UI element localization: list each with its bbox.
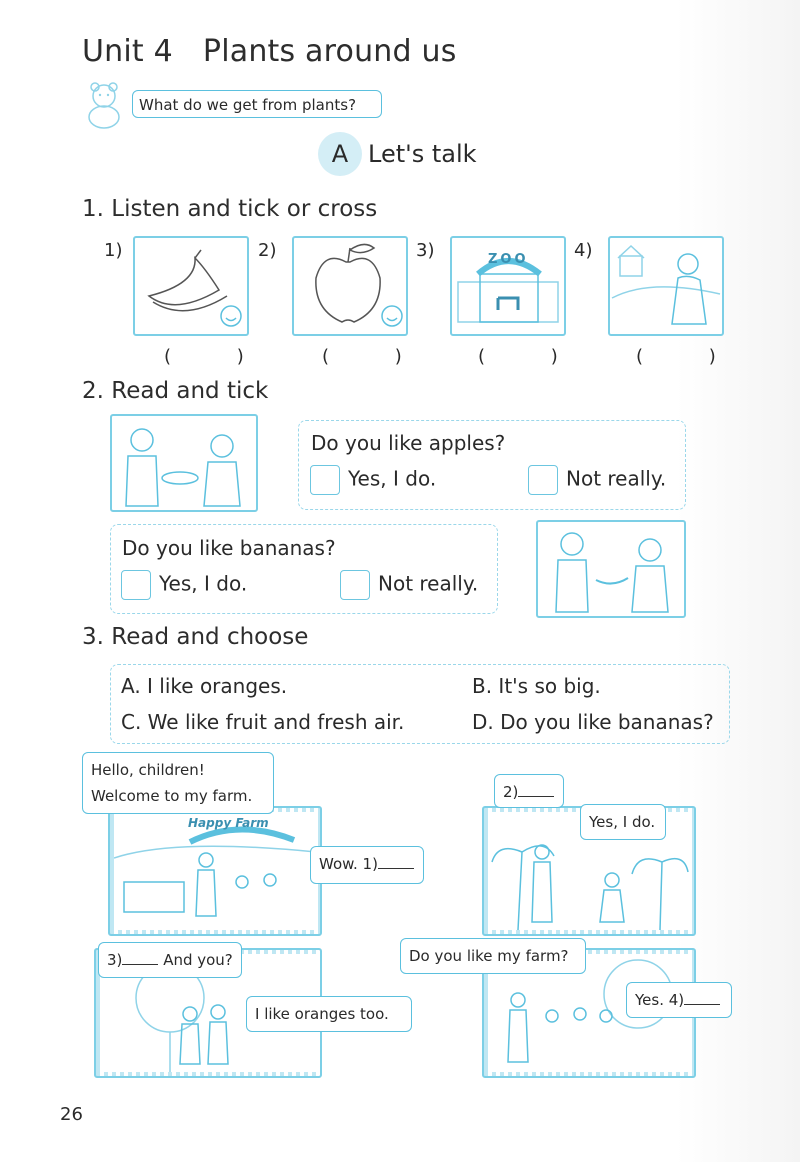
p3-question-bubble: [98, 942, 242, 978]
ex2-picture-bananas: [536, 520, 686, 618]
ex2-q2-no-checkbox[interactable]: [340, 570, 370, 600]
ex1-num-1: 1): [104, 240, 123, 261]
ex2-q1-no: [528, 465, 666, 495]
section-heading: [318, 132, 477, 176]
zoo-sign: ZOO: [488, 252, 529, 267]
unit-number: Unit 4: [82, 34, 173, 69]
p4-reply-text: Yes. 4): [635, 991, 685, 1009]
unit-name: Plants around us: [202, 34, 457, 69]
ex2-picture-apples: [110, 414, 258, 512]
section-title: Let's talk: [368, 140, 477, 168]
p3-and-you: And you?: [163, 951, 233, 969]
answer-paren-3[interactable]: ( ): [478, 346, 588, 367]
ex1-num-2: 2): [258, 240, 277, 261]
boy-girl-apples-icon: [112, 416, 256, 510]
ex2-title: 2. Read and tick: [82, 378, 269, 404]
p4-question-bubble: Do you like my farm?: [400, 938, 586, 974]
p2-blank-label: 2): [503, 783, 519, 801]
p3-reply-bubble: I like oranges too.: [246, 996, 412, 1032]
p1-welcome-bubble: [82, 752, 274, 814]
boy-girl-bananas-icon: [538, 522, 684, 616]
lesson-question: What do we get from plants?: [132, 90, 382, 118]
happy-farm-sign: Happy Farm: [188, 816, 269, 830]
answer-paren-4[interactable]: ( ): [636, 346, 746, 367]
apple-icon: [294, 238, 406, 334]
ex2-q1-yes: [310, 465, 436, 495]
blank-2[interactable]: [518, 782, 554, 797]
p2-reply-bubble: Yes, I do.: [580, 804, 666, 840]
ex2-q2-no: [340, 570, 478, 600]
p1-wow-bubble: [310, 846, 424, 884]
teddy-bear-icon: [80, 80, 138, 130]
ex1-picture-zoo: [450, 236, 566, 336]
answer-paren-1[interactable]: ( ): [164, 346, 274, 367]
ex2-q2-no-label: Not really.: [378, 571, 479, 596]
ex2-q1-no-label: Not really.: [566, 466, 667, 491]
p1-bubble-line2: Welcome to my farm.: [91, 787, 253, 805]
p4-reply-bubble: [626, 982, 732, 1018]
p3-blank-label: 3): [107, 951, 123, 969]
ex3-option-b: B. It's so big.: [472, 674, 601, 698]
blank-1[interactable]: [378, 854, 414, 869]
ex1-num-3: 3): [416, 240, 435, 261]
ex2-q1-question: Do you like apples?: [311, 431, 506, 455]
blank-4[interactable]: [684, 990, 720, 1005]
ex1-picture-banana: [133, 236, 249, 336]
ex1-picture-farm: [608, 236, 724, 336]
ex3-option-c: C. We like fruit and fresh air.: [121, 710, 405, 734]
ex1-title: 1. Listen and tick or cross: [82, 196, 378, 222]
banana-icon: [135, 238, 247, 334]
ex2-q2-yes: [121, 570, 247, 600]
ex2-q1-yes-label: Yes, I do.: [348, 466, 437, 491]
section-letter-badge: A: [318, 132, 362, 176]
ex2-q2-yes-checkbox[interactable]: [121, 570, 151, 600]
unit-title: [82, 34, 457, 69]
ex3-option-a: A. I like oranges.: [121, 674, 288, 698]
ex1-picture-apple: [292, 236, 408, 336]
p1-wow-text: Wow. 1): [319, 855, 378, 873]
ex2-q1-no-checkbox[interactable]: [528, 465, 558, 495]
p1-bubble-line1: Hello, children!: [91, 761, 205, 779]
ex3-title: 3. Read and choose: [82, 624, 309, 650]
farm-girl-icon: [610, 238, 722, 334]
ex1-num-4: 4): [574, 240, 593, 261]
p2-blank-bubble: [494, 774, 564, 808]
ex2-q1-yes-checkbox[interactable]: [310, 465, 340, 495]
blank-3[interactable]: [122, 950, 158, 965]
ex2-q2-question: Do you like bananas?: [122, 536, 336, 560]
ex2-q2-yes-label: Yes, I do.: [159, 571, 248, 596]
page-number: 26: [60, 1104, 83, 1125]
answer-paren-2[interactable]: ( ): [322, 346, 432, 367]
ex3-option-d: D. Do you like bananas?: [472, 710, 714, 734]
